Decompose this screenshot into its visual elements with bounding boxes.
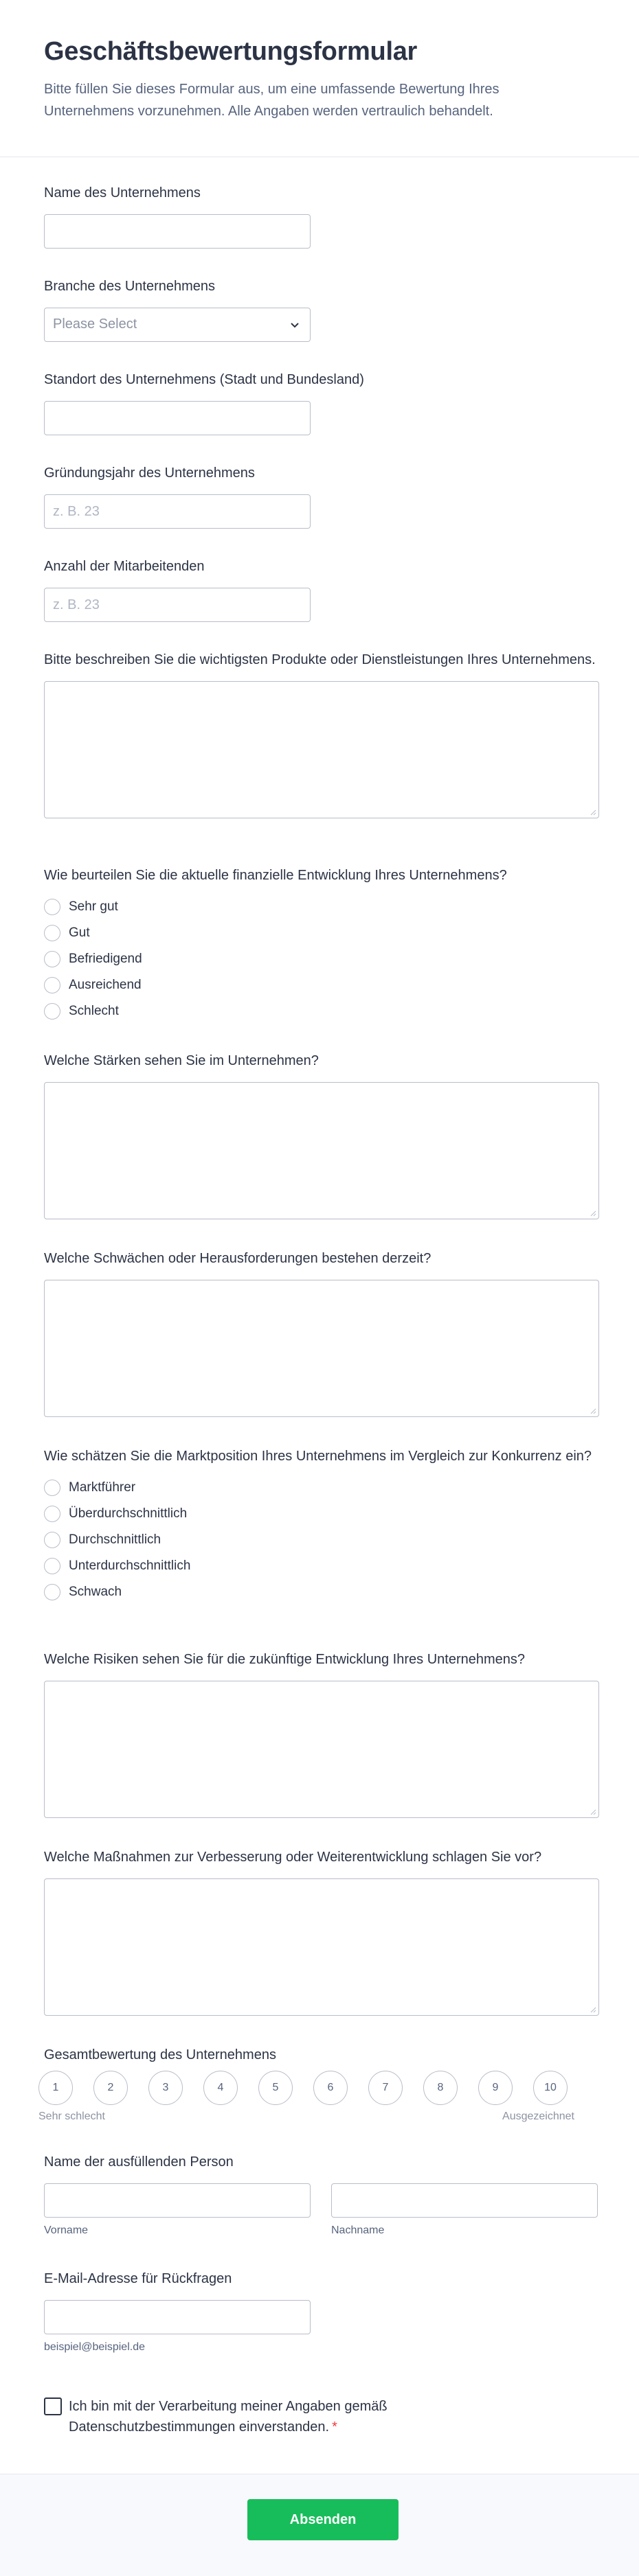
products-textarea[interactable] xyxy=(44,681,599,818)
company-name-field xyxy=(44,184,311,249)
rating-low-label: Sehr schlecht xyxy=(38,2111,105,2122)
overall-rating-label: Gesamtbewertung des Unternehmens xyxy=(44,2047,276,2062)
financial-field xyxy=(44,866,507,1024)
location-field xyxy=(44,371,364,435)
industry-select-value: Please Select xyxy=(53,317,137,332)
form-header xyxy=(0,0,639,157)
radio-label: Befriedigend xyxy=(69,952,142,966)
rating-option[interactable]: 5 xyxy=(258,2071,293,2105)
rating-option[interactable]: 8 xyxy=(423,2071,458,2105)
rating-option[interactable]: 3 xyxy=(148,2071,183,2105)
strengths-textarea[interactable] xyxy=(44,1082,599,1219)
measures-field xyxy=(44,1848,599,2016)
market-position-options xyxy=(44,1475,599,1605)
employees-input[interactable] xyxy=(44,588,311,622)
risks-label: Welche Risiken sehen Sie für die zukünftige Entwicklung Ihres Unternehmens? xyxy=(44,1652,525,1667)
market-position-field xyxy=(44,1447,599,1605)
form-description: Bitte füllen Sie dieses Formular aus, um eine umfassende Bewertung Ihres Unternehmens vorzunehmen. Alle Angaben werden vertraulich behandelt. xyxy=(44,82,500,119)
last-name-sublabel: Nachname xyxy=(331,2224,385,2236)
company-name-input[interactable] xyxy=(44,214,311,249)
email-input[interactable] xyxy=(44,2300,311,2334)
radio-option[interactable] xyxy=(44,1501,599,1527)
last-name-col xyxy=(331,2183,598,2237)
financial-label: Wie beurteilen Sie die aktuelle finanzielle Entwicklung Ihres Unternehmens? xyxy=(44,868,507,883)
resize-grip-icon[interactable] xyxy=(590,809,596,816)
risks-textarea[interactable] xyxy=(44,1681,599,1818)
rating-option[interactable]: 2 xyxy=(93,2071,128,2105)
radio-circle[interactable] xyxy=(44,899,60,915)
radio-label: Sehr gut xyxy=(69,899,118,914)
rating-option[interactable]: 9 xyxy=(478,2071,513,2105)
radio-option[interactable] xyxy=(44,894,507,920)
rating-scale-row xyxy=(38,2071,574,2105)
radio-option[interactable] xyxy=(44,972,507,998)
radio-option[interactable] xyxy=(44,1527,599,1553)
radio-option[interactable] xyxy=(44,946,507,972)
founding-year-input[interactable] xyxy=(44,494,311,529)
risks-field xyxy=(44,1651,599,1818)
consent-checkbox[interactable] xyxy=(44,2397,62,2415)
rating-option[interactable]: 10 xyxy=(533,2071,568,2105)
location-input[interactable] xyxy=(44,401,311,435)
rating-high-label: Ausgezeichnet xyxy=(502,2111,574,2122)
industry-select[interactable] xyxy=(44,308,311,342)
person-name-field xyxy=(44,2153,599,2237)
radio-option[interactable] xyxy=(44,1553,599,1579)
radio-circle[interactable] xyxy=(44,951,60,967)
first-name-col xyxy=(44,2183,311,2237)
market-position-label: Wie schätzen Sie die Marktposition Ihres Unternehmens im Vergleich zur Konkurrenz ein? xyxy=(44,1449,592,1464)
products-field xyxy=(44,651,599,818)
radio-label: Unterdurchschnittlich xyxy=(69,1559,191,1573)
chevron-down-icon xyxy=(288,318,302,332)
consent-field xyxy=(44,2396,453,2437)
resize-grip-icon[interactable] xyxy=(590,1407,596,1414)
financial-options xyxy=(44,894,507,1024)
first-name-input[interactable] xyxy=(44,2183,311,2218)
radio-circle[interactable] xyxy=(44,977,60,993)
measures-textarea[interactable] xyxy=(44,1878,599,2016)
radio-option[interactable] xyxy=(44,998,507,1024)
email-label: E-Mail-Adresse für Rückfragen xyxy=(44,2271,232,2286)
employees-label: Anzahl der Mitarbeitenden xyxy=(44,559,205,574)
email-field xyxy=(44,2270,311,2354)
rating-option[interactable]: 7 xyxy=(368,2071,403,2105)
industry-label: Branche des Unternehmens xyxy=(44,279,216,294)
industry-field xyxy=(44,277,311,342)
radio-circle[interactable] xyxy=(44,1003,60,1020)
company-name-label: Name des Unternehmens xyxy=(44,185,201,200)
radio-label: Durchschnittlich xyxy=(69,1532,161,1547)
founding-year-field xyxy=(44,464,311,529)
form-title: Geschäftsbewertungsformular xyxy=(44,37,418,66)
radio-option[interactable] xyxy=(44,920,507,946)
rating-option[interactable]: 1 xyxy=(38,2071,73,2105)
form-footer xyxy=(0,2474,639,2576)
radio-label: Schwach xyxy=(69,1585,122,1599)
radio-label: Schlecht xyxy=(69,1004,119,1018)
products-label: Bitte beschreiben Sie die wichtigsten Produkte oder Dienstleistungen Ihres Unternehmens. xyxy=(44,652,596,667)
first-name-sublabel: Vorname xyxy=(44,2224,89,2236)
person-name-row xyxy=(44,2183,599,2237)
resize-grip-icon[interactable] xyxy=(590,1210,596,1217)
last-name-input[interactable] xyxy=(331,2183,598,2218)
consent-text xyxy=(69,2396,453,2437)
required-mark: * xyxy=(332,2419,337,2435)
strengths-label: Welche Stärken sehen Sie im Unternehmen? xyxy=(44,1053,319,1068)
rating-scale xyxy=(38,2071,574,2123)
radio-circle[interactable] xyxy=(44,925,60,941)
radio-label: Ausreichend xyxy=(69,978,142,992)
submit-button[interactable]: Absenden xyxy=(247,2499,399,2540)
radio-label: Gut xyxy=(69,925,90,940)
overall-rating-field xyxy=(44,2046,276,2064)
radio-circle[interactable] xyxy=(44,1558,60,1574)
rating-scale-ends xyxy=(38,2111,574,2123)
radio-circle[interactable] xyxy=(44,1532,60,1548)
radio-circle[interactable] xyxy=(44,1480,60,1496)
resize-grip-icon[interactable] xyxy=(590,2006,596,2013)
radio-circle[interactable] xyxy=(44,1584,60,1600)
weaknesses-textarea[interactable] xyxy=(44,1280,599,1417)
location-label: Standort des Unternehmens (Stadt und Bundesland) xyxy=(44,372,364,387)
weaknesses-label: Welche Schwächen oder Herausforderungen bestehen derzeit? xyxy=(44,1251,431,1266)
consent-label: Ich bin mit der Verarbeitung meiner Angaben gemäß Datenschutzbestimmungen einverstanden. xyxy=(69,2399,388,2435)
person-name-label: Name der ausfüllenden Person xyxy=(44,2154,234,2170)
radio-option[interactable] xyxy=(44,1475,599,1501)
founding-year-label: Gründungsjahr des Unternehmens xyxy=(44,465,255,481)
rating-option[interactable]: 4 xyxy=(203,2071,238,2105)
strengths-field xyxy=(44,1052,599,1219)
email-sublabel: beispiel@beispiel.de xyxy=(44,2341,145,2353)
measures-label: Welche Maßnahmen zur Verbesserung oder Weiterentwicklung schlagen Sie vor? xyxy=(44,1850,542,1865)
radio-option[interactable] xyxy=(44,1579,599,1605)
radio-circle[interactable] xyxy=(44,1506,60,1522)
resize-grip-icon[interactable] xyxy=(590,1808,596,1815)
employees-field xyxy=(44,557,311,622)
radio-label: Überdurchschnittlich xyxy=(69,1506,188,1521)
rating-option[interactable]: 6 xyxy=(313,2071,348,2105)
radio-label: Marktführer xyxy=(69,1480,136,1495)
weaknesses-field xyxy=(44,1250,599,1417)
